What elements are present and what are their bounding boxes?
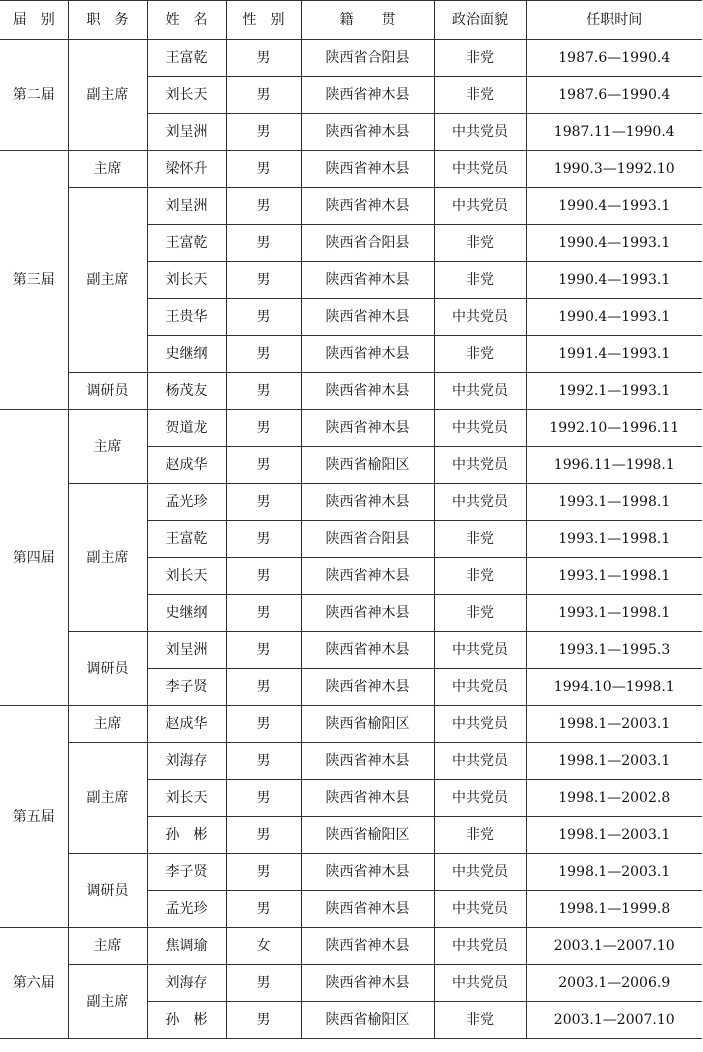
person-name: 刘长天	[147, 77, 226, 114]
person-gender: 男	[226, 40, 301, 77]
header-session: 届 别	[0, 1, 68, 40]
person-gender: 男	[226, 521, 301, 558]
person-name: 赵成华	[147, 447, 226, 484]
person-hometown: 陕西省神木县	[301, 114, 434, 151]
person-name: 孙 彬	[147, 817, 226, 854]
person-gender: 男	[226, 558, 301, 595]
header-gender: 性 别	[226, 1, 301, 40]
person-name: 刘长天	[147, 780, 226, 817]
table-row	[0, 188, 702, 225]
person-name: 赵成华	[147, 706, 226, 743]
position-label: 主席	[68, 706, 147, 743]
person-political-status: 中共党员	[434, 669, 526, 706]
person-gender: 男	[226, 632, 301, 669]
person-hometown: 陕西省神木县	[301, 188, 434, 225]
person-name: 梁怀升	[147, 151, 226, 188]
person-political-status: 中共党员	[434, 299, 526, 336]
person-name: 王富乾	[147, 40, 226, 77]
position-label: 副主席	[68, 484, 147, 632]
person-term: 1990.3—1992.10	[526, 151, 702, 188]
person-term: 2003.1—2007.10	[526, 1002, 702, 1039]
person-hometown: 陕西省合阳县	[301, 225, 434, 262]
table-row	[0, 484, 702, 521]
person-name: 王富乾	[147, 225, 226, 262]
person-term: 1987.11—1990.4	[526, 114, 702, 151]
session-label: 第二届	[0, 40, 68, 151]
person-gender: 男	[226, 484, 301, 521]
position-label: 主席	[68, 928, 147, 965]
person-gender: 男	[226, 336, 301, 373]
person-political-status: 非党	[434, 595, 526, 632]
person-hometown: 陕西省榆阳区	[301, 817, 434, 854]
person-hometown: 陕西省榆阳区	[301, 706, 434, 743]
table-row	[0, 965, 702, 1002]
person-political-status: 中共党员	[434, 854, 526, 891]
person-hometown: 陕西省神木县	[301, 780, 434, 817]
person-hometown: 陕西省神木县	[301, 77, 434, 114]
header-political-status: 政治面貌	[434, 1, 526, 40]
person-political-status: 非党	[434, 817, 526, 854]
person-political-status: 非党	[434, 558, 526, 595]
position-label: 副主席	[68, 965, 147, 1039]
person-name: 李子贤	[147, 854, 226, 891]
table-row	[0, 928, 702, 965]
person-term: 1998.1—2002.8	[526, 780, 702, 817]
session-label: 第五届	[0, 706, 68, 928]
person-name: 刘呈洲	[147, 632, 226, 669]
person-hometown: 陕西省神木县	[301, 262, 434, 299]
session-label: 第三届	[0, 151, 68, 410]
person-name: 刘呈洲	[147, 188, 226, 225]
position-label: 副主席	[68, 743, 147, 854]
header-term: 任职时间	[526, 1, 702, 40]
header-name: 姓 名	[147, 1, 226, 40]
person-gender: 男	[226, 373, 301, 410]
person-hometown: 陕西省神木县	[301, 595, 434, 632]
header-hometown: 籍 贯	[301, 1, 434, 40]
person-political-status: 非党	[434, 521, 526, 558]
person-political-status: 非党	[434, 225, 526, 262]
person-term: 1990.4—1993.1	[526, 188, 702, 225]
person-term: 1990.4—1993.1	[526, 262, 702, 299]
person-term: 1992.10—1996.11	[526, 410, 702, 447]
table-row	[0, 743, 702, 780]
person-political-status: 中共党员	[434, 632, 526, 669]
person-political-status: 中共党员	[434, 965, 526, 1002]
position-label: 调研员	[68, 854, 147, 928]
person-political-status: 中共党员	[434, 891, 526, 928]
position-label: 调研员	[68, 632, 147, 706]
person-hometown: 陕西省神木县	[301, 410, 434, 447]
person-gender: 男	[226, 262, 301, 299]
person-name: 刘长天	[147, 558, 226, 595]
person-term: 1993.1—1998.1	[526, 558, 702, 595]
person-hometown: 陕西省榆阳区	[301, 1002, 434, 1039]
session-label: 第六届	[0, 928, 68, 1039]
person-term: 1991.4—1993.1	[526, 336, 702, 373]
person-hometown: 陕西省神木县	[301, 558, 434, 595]
person-term: 1992.1—1993.1	[526, 373, 702, 410]
person-political-status: 非党	[434, 336, 526, 373]
person-political-status: 中共党员	[434, 743, 526, 780]
position-label: 副主席	[68, 188, 147, 373]
person-name: 史继纲	[147, 595, 226, 632]
person-name: 王富乾	[147, 521, 226, 558]
person-name: 孟光珍	[147, 484, 226, 521]
person-name: 刘长天	[147, 262, 226, 299]
person-hometown: 陕西省神木县	[301, 743, 434, 780]
person-gender: 男	[226, 77, 301, 114]
person-political-status: 中共党员	[434, 114, 526, 151]
person-term: 1998.1—1999.8	[526, 891, 702, 928]
person-political-status: 中共党员	[434, 410, 526, 447]
header-row	[0, 1, 702, 40]
person-gender: 男	[226, 743, 301, 780]
person-hometown: 陕西省神木县	[301, 669, 434, 706]
person-term: 1998.1—2003.1	[526, 743, 702, 780]
person-hometown: 陕西省神木县	[301, 854, 434, 891]
person-gender: 男	[226, 410, 301, 447]
person-political-status: 非党	[434, 262, 526, 299]
person-hometown: 陕西省神木县	[301, 336, 434, 373]
person-term: 2003.1—2006.9	[526, 965, 702, 1002]
person-name: 刘海存	[147, 965, 226, 1002]
person-political-status: 中共党员	[434, 484, 526, 521]
person-political-status: 中共党员	[434, 706, 526, 743]
person-gender: 男	[226, 669, 301, 706]
person-hometown: 陕西省神木县	[301, 928, 434, 965]
person-term: 1993.1—1998.1	[526, 484, 702, 521]
person-name: 贺道龙	[147, 410, 226, 447]
person-term: 1990.4—1993.1	[526, 225, 702, 262]
person-name: 李子贤	[147, 669, 226, 706]
table-row	[0, 706, 702, 743]
person-term: 1987.6—1990.4	[526, 40, 702, 77]
session-label: 第四届	[0, 410, 68, 706]
person-term: 1994.10—1998.1	[526, 669, 702, 706]
person-political-status: 中共党员	[434, 447, 526, 484]
person-gender: 男	[226, 447, 301, 484]
person-gender: 男	[226, 780, 301, 817]
person-political-status: 中共党员	[434, 188, 526, 225]
person-political-status: 中共党员	[434, 151, 526, 188]
person-gender: 男	[226, 854, 301, 891]
person-gender: 男	[226, 299, 301, 336]
person-gender: 男	[226, 225, 301, 262]
person-term: 1987.6—1990.4	[526, 77, 702, 114]
person-political-status: 非党	[434, 1002, 526, 1039]
person-hometown: 陕西省合阳县	[301, 40, 434, 77]
person-political-status: 中共党员	[434, 780, 526, 817]
position-label: 主席	[68, 410, 147, 484]
person-term: 1998.1—2003.1	[526, 817, 702, 854]
table-row	[0, 40, 702, 77]
person-gender: 男	[226, 188, 301, 225]
person-political-status: 中共党员	[434, 373, 526, 410]
table-row	[0, 632, 702, 669]
person-term: 1993.1—1998.1	[526, 595, 702, 632]
person-gender: 男	[226, 965, 301, 1002]
table-row	[0, 373, 702, 410]
person-name: 王贵华	[147, 299, 226, 336]
person-gender: 女	[226, 928, 301, 965]
table-body	[0, 40, 702, 1039]
person-gender: 男	[226, 595, 301, 632]
person-name: 史继纲	[147, 336, 226, 373]
person-hometown: 陕西省神木县	[301, 891, 434, 928]
person-gender: 男	[226, 114, 301, 151]
person-name: 杨茂友	[147, 373, 226, 410]
table-row	[0, 410, 702, 447]
header-position: 职 务	[68, 1, 147, 40]
person-gender: 男	[226, 817, 301, 854]
table-row	[0, 854, 702, 891]
person-hometown: 陕西省神木县	[301, 632, 434, 669]
person-gender: 男	[226, 151, 301, 188]
person-name: 刘呈洲	[147, 114, 226, 151]
person-hometown: 陕西省神木县	[301, 484, 434, 521]
person-gender: 男	[226, 706, 301, 743]
table-row	[0, 151, 702, 188]
person-term: 1998.1—2003.1	[526, 854, 702, 891]
person-political-status: 非党	[434, 40, 526, 77]
person-hometown: 陕西省神木县	[301, 965, 434, 1002]
person-gender: 男	[226, 891, 301, 928]
person-hometown: 陕西省神木县	[301, 299, 434, 336]
person-political-status: 非党	[434, 77, 526, 114]
person-gender: 男	[226, 1002, 301, 1039]
position-label: 主席	[68, 151, 147, 188]
person-name: 孟光珍	[147, 891, 226, 928]
person-term: 1998.1—2003.1	[526, 706, 702, 743]
person-term: 2003.1—2007.10	[526, 928, 702, 965]
person-name: 焦调瑜	[147, 928, 226, 965]
position-label: 调研员	[68, 373, 147, 410]
person-term: 1993.1—1998.1	[526, 521, 702, 558]
person-name: 孙 彬	[147, 1002, 226, 1039]
person-term: 1993.1—1995.3	[526, 632, 702, 669]
person-political-status: 中共党员	[434, 928, 526, 965]
person-term: 1990.4—1993.1	[526, 299, 702, 336]
person-hometown: 陕西省神木县	[301, 151, 434, 188]
person-name: 刘海存	[147, 743, 226, 780]
person-hometown: 陕西省榆阳区	[301, 447, 434, 484]
person-hometown: 陕西省神木县	[301, 373, 434, 410]
person-term: 1996.11—1998.1	[526, 447, 702, 484]
person-hometown: 陕西省合阳县	[301, 521, 434, 558]
position-label: 副主席	[68, 40, 147, 151]
